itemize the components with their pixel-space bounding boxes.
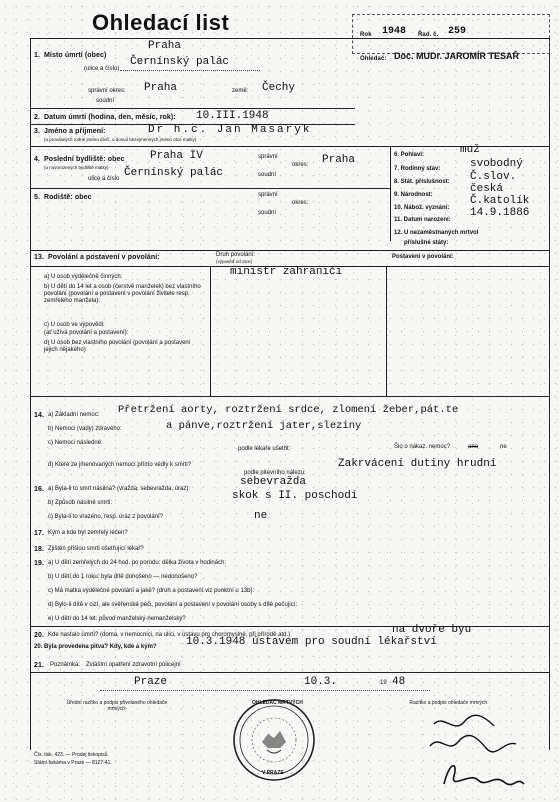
row4-sub: (u novorozených bydliště matky) xyxy=(44,165,109,170)
row1-dots xyxy=(120,70,260,71)
row20-label: Kde nastalo úmrtí? (doma, v nemocnici, na ulici, v ústavu pro choromyslné, při přírodě atd.) xyxy=(48,632,291,638)
row3-num: 3. xyxy=(34,128,41,135)
row19-num: 19. xyxy=(34,560,45,567)
footer-right-note: Razítko a podpis ohledače mrtvých: xyxy=(409,700,489,706)
printer-line1: Čís. tisk. 423. — Prodej tiskopisů. xyxy=(34,752,109,758)
row1-separator xyxy=(30,108,355,109)
row13-druh-sub: (výpověď od otce) xyxy=(216,259,253,264)
rok-value: 1948 xyxy=(382,26,407,37)
row14-c-label: c) Nemoci následné: xyxy=(48,440,103,446)
row21-label: 20. Byla provedena pitva? Kdy, kde a kým? xyxy=(34,644,157,650)
row4-soudni-label: soudní xyxy=(258,172,277,178)
row13-item-b: b) U dětí do 14 let a osob (čerstvě manželek) bez vlastního povolání (povolání a postavení v povolání živitele resp. zemřelého manžela): xyxy=(44,284,201,305)
footer-date: 10.3. xyxy=(304,676,338,688)
row1-okres-value: Praha xyxy=(144,82,178,94)
row3-value: Dr h.c. Jan Masaryk xyxy=(148,124,312,136)
row4-okres-value: Praha xyxy=(322,154,356,166)
row13-num: 13. xyxy=(34,254,45,261)
row22-value: Zvláštní opatření zdravotní policejní xyxy=(86,662,181,668)
row17-num: 17. xyxy=(34,530,45,537)
narozeni-value: 14.9.1886 xyxy=(470,207,530,219)
row1-label: Místo úmrtí (obec) xyxy=(44,52,107,59)
row14-a-value2: a pánve,roztržení jater,sleziny xyxy=(166,420,362,432)
row19-b-label: b) U dětí do 1 roku: byla dítě donošeno — nedonošeno? xyxy=(48,574,198,580)
row13-col-b xyxy=(386,266,387,396)
stamp-top-text: OHLEDAČ MRTVÝCH xyxy=(252,700,303,706)
row4-okres-label: okres: xyxy=(292,162,309,168)
footer-dots xyxy=(100,690,430,691)
frame-right xyxy=(549,38,550,750)
row13-druh-label: Druh povolání: xyxy=(216,252,256,258)
row14-num: 14. xyxy=(34,412,45,419)
footer-year: 48 xyxy=(392,676,406,688)
row14-a-label: a) Základní nemoc: xyxy=(48,412,100,418)
row16-num: 16. xyxy=(34,486,45,493)
narodnost-value: česká xyxy=(470,183,504,195)
row16-c-label: c) Byla-li to vrazeno, resp. úraz z povolání? xyxy=(48,514,164,520)
vyznani-label: 10. Nábož. vyznání: xyxy=(394,205,450,211)
row1-zeme-label: země: xyxy=(232,88,249,94)
footer-left-note: Úřední razítko a podpis přivolaného ohledače mrtvých: xyxy=(66,700,168,712)
frame-left xyxy=(30,38,31,750)
row16-b-label: b) Způsob násilné smrti: xyxy=(48,500,113,506)
row13-value: ministr zahraničí xyxy=(230,266,343,278)
row13-item-c2: (ať užívá povolání a postavení): xyxy=(44,330,129,336)
row22-label: Poznámka: xyxy=(50,662,81,668)
row12-separator xyxy=(30,250,549,251)
prislus-label: 8. Stát. příslušnost: xyxy=(394,179,450,185)
row15-note: podle pitevního nálezu: xyxy=(244,470,306,476)
row1-obec-value: Praha xyxy=(148,40,182,52)
printer-line2: Státní tiskárna v Praze — 8127-41. xyxy=(34,760,112,766)
row16-a-value: sebevražda xyxy=(240,476,307,488)
row2-label: Datum úmrtí (hodina, den, měsíc, rok): xyxy=(44,114,176,121)
row4-obec-value: Praha IV xyxy=(150,150,203,162)
row20-num: 20. xyxy=(34,632,45,639)
stav-label: 7. Rodinný stav: xyxy=(394,166,441,172)
row16-c-value: ne xyxy=(254,510,268,522)
row16-a-label: a) Byla-li to smrt násilná? (vražda, sebevražda, úraz): xyxy=(48,486,191,492)
row22-num: 21. xyxy=(34,662,45,669)
ohledac-label: Ohledač: xyxy=(360,56,387,62)
row2-num: 2. xyxy=(34,114,41,121)
row22-separator xyxy=(30,672,549,673)
footer-place: Praze xyxy=(134,676,168,688)
narodnost-label: 9. Národnost: xyxy=(394,192,433,198)
row19-d-label: d) Bylo-li dítě v cizí, ale svěřenské péči, povolání a postavení v povolání osoby s dítě pečující: xyxy=(48,602,298,608)
row4-ulice-value: Černínský palác xyxy=(124,167,224,179)
prislus-value: Č.slov. xyxy=(470,171,517,183)
row3-label: Jméno a příjmení: xyxy=(44,128,106,135)
pohlavi-value: muž xyxy=(460,144,480,156)
row19-a-label: a) U dětí zemřelých do 24 hod. po porodu: délka života v hodinách: xyxy=(48,560,227,566)
row14-c-ano: ano xyxy=(468,444,479,450)
row14-c-ne: ne xyxy=(500,444,507,450)
row4-label: Poslední bydliště: obec xyxy=(44,156,125,163)
row1-spravni-label: správní okres: xyxy=(88,88,126,94)
row4-spravni-label: správní xyxy=(258,154,278,160)
row21-value: 10.3.1948 ústavem pro soudní lékařství xyxy=(186,636,437,648)
row4-num: 4. xyxy=(34,156,41,163)
row14-c-note2: Šlo o nákaz. nemoc? xyxy=(394,444,451,450)
row13-povolani-label: Postavení v povolání: xyxy=(392,254,454,260)
signature-graphic xyxy=(424,714,534,794)
vyznani-value: Č.katolík xyxy=(470,195,530,207)
row5-spravni-label: správní xyxy=(258,192,278,198)
signature xyxy=(424,714,534,794)
row4-ulice-label: ulice a číslo xyxy=(88,176,120,182)
row5-okres-label: okres: xyxy=(292,200,309,206)
row14-a-value: Přetržení aorty, roztržení srdce, zlomení žeber,pát.te xyxy=(118,404,459,416)
row1-num: 1. xyxy=(34,52,41,59)
row13-item-c: c) U osob ve výpovědi: xyxy=(44,322,105,328)
rad-value: 259 xyxy=(448,26,467,37)
row13-col-a xyxy=(210,266,211,396)
row14-b-label: b) Nemoci (vady) zdravého: xyxy=(48,426,122,432)
row19-e-label: e) U dětí do 14 let: původ manželský-nemanželský? xyxy=(48,616,186,622)
row20-value: na dvoře byu xyxy=(392,624,472,636)
row13-label: Povolání a postavení v povolání: xyxy=(48,254,160,261)
row5-label: Rodiště: obec xyxy=(44,194,92,201)
stamp-bottom-text: V PRAZE xyxy=(262,770,284,776)
row18-num: 18. xyxy=(34,546,45,553)
row13-item-d: d) U osob bez vlastního povolání (povolání a postavení jejich nějakého) xyxy=(44,340,191,354)
narozeni-label: 11. Datum narození: xyxy=(394,217,451,223)
prislusne-label: příslušné státy: xyxy=(404,240,449,246)
footer-year-prefix: 19 xyxy=(380,680,387,686)
row15-label: d) Které ze jmenovaných nemocí přímo vedly k smrti? xyxy=(48,462,192,468)
row17-label: Kým a kde byl zemřelý léčen? xyxy=(48,530,128,536)
row1-soudni-label: soudní xyxy=(96,98,115,104)
row3-sub: (u provdaných rodné jméno dívčí, u dosud bezejmenných jméno otce matky) xyxy=(44,137,197,142)
pohlavi-label: 6. Pohlaví: xyxy=(394,152,425,158)
row19-c-label: c) Má matka výdělečné povolání a jaké? (druh a postavení viz punktní u 13b): xyxy=(48,588,255,594)
row13-item-a: a) U osob výdělečně činných: xyxy=(44,274,123,280)
row1-ulice-label: (ulice a číslo) xyxy=(84,66,120,72)
row1-ulice-value: Černínský palác xyxy=(130,56,230,68)
row5-num: 5. xyxy=(34,194,41,201)
row15-value: Zakrvácení dutiny hrudní xyxy=(338,458,497,470)
row16-b-value: skok s II. poschodí xyxy=(232,490,358,502)
row18-label: Zjištěn přišlou smrti ošetřující lékař? xyxy=(48,546,144,552)
stav-value: svobodný xyxy=(470,158,523,170)
row1-zeme-value: Čechy xyxy=(262,82,296,94)
row4-separator xyxy=(30,188,390,189)
document-title: Ohledací list xyxy=(92,10,230,35)
ohledac-value: Doc. MUDr. JAROMÍR TESAŘ xyxy=(394,51,520,61)
row14-c-note: podle lékaře ušetřit: xyxy=(238,446,291,452)
right-col-divider xyxy=(390,146,391,241)
row5-soudni-label: soudní xyxy=(258,210,277,216)
rok-label: Rok xyxy=(360,32,372,38)
mrtvoly-label: 12. U nezaměstnaných mrtvol xyxy=(394,230,479,236)
row2-value: 10.III.1948 xyxy=(196,110,269,122)
row13-separator xyxy=(30,396,549,397)
rad-label: Řad. č. xyxy=(418,32,439,38)
